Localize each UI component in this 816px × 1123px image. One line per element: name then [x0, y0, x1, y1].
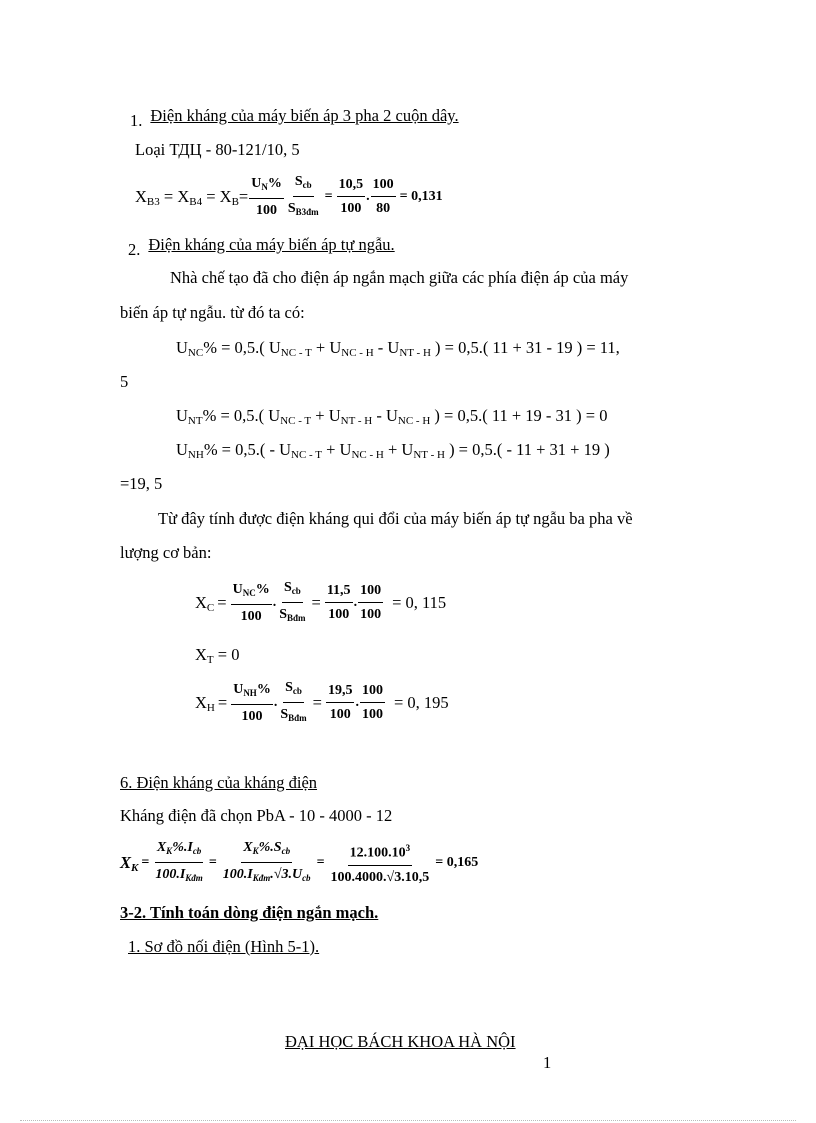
paragraph-line: lượng cơ bản:	[120, 543, 212, 562]
xb-result: = 0,131	[399, 189, 443, 204]
section6-heading: 6. Điện kháng của kháng điện	[120, 773, 318, 792]
section1-number: 1.	[130, 111, 143, 130]
page-edge-divider	[20, 1120, 796, 1121]
unc-continuation: 5	[120, 372, 129, 391]
xb-lhs: $X_{B3} = X_{B4} = X_B=$	[135, 186, 249, 208]
xh-result: = 0, 195	[393, 693, 449, 712]
xk-frac-1: $\frac{X_K\%.I_{cb}}{100.I_{Kđm}}$	[155, 840, 203, 883]
xc-frac-num1: $\frac{11,5}{100}$	[326, 583, 351, 622]
paragraph-line: Nhà chế tạo đã cho điện áp ngắn mạch giữa các phía điện áp của máy	[170, 268, 629, 287]
footer-school: ĐẠI HỌC BÁCH KHOA HÀ NỘI	[285, 1032, 516, 1051]
xk-frac-3: $\frac{12.100.10^3}{100.4000.√3.10,5}$	[329, 838, 432, 888]
xh-frac-un: $\frac{U_{NH}\%}{100}$	[233, 681, 271, 724]
xb-frac-num2: $\frac{100}{80}$	[372, 177, 394, 216]
xc-equation: $X_C$ = $\frac{U_{NC}\%}{100}$ . $\frac{S_{cb}}{S_{Bđm}}$ = $\frac{11,5}{100}$ . $\frac{100}{100}$ = 0, 115	[195, 578, 449, 628]
unh-equation: $U_{NH}\% = 0,5.( - U_{NC - T} + U_{NC - H} + U_{NT - H}$ ) = 0,5.( - 11 + 31 + 19 )	[176, 440, 610, 461]
xh-equation: $X_H$ = $\frac{U_{NH}\%}{100}$ . $\frac{S_{cb}}{S_{Bđm}}$ = $\frac{19,5}{100}$ . $\frac{100}{100}$ = 0, 195	[195, 678, 452, 728]
unt-equation: $U_{NT}\% = 0,5$.( $U_{NC - T} + U_{NT - H} - U_{NC - H}$ ) = 0,5.( 11 + 19 - 31 ) = 0	[176, 406, 608, 427]
xt-equation: $X_T = 0$	[195, 645, 240, 666]
xc-result: = 0, 115	[392, 593, 447, 612]
unc-equation: $U_{NC}\% = 0,5$.( $U_{NC - T} + U_{NC - H} - U_{NT - H}$ ) = 0,5.( 11 + 31 - 19 ) = 11,	[176, 338, 620, 359]
xb-frac-num1: $\frac{10,5}{100}$	[338, 177, 364, 216]
xk-equation: $X_K$ = $\frac{X_K\%.I_{cb}}{100.I_{Kđm}}$ = $\frac{X_K\%.S_{cb}}{100.I_{Kđm}.√3.U_{cb}}$ = $\frac{12.100.10^3}{100.4000.√3.10,5}$ = 0,165	[120, 838, 481, 888]
xb-frac-s: $\frac{S_{cb}}{S_{B3đm}}$	[287, 174, 319, 217]
paragraph-line: Từ đây tính được điện kháng qui đổi của máy biến áp tự ngẫu ba pha về	[158, 509, 633, 528]
section32-sub: 1. Sơ đồ nối điện (Hình 5-1).	[128, 937, 320, 956]
xc-frac-num2: $\frac{100}{100}$	[360, 583, 382, 622]
section2-heading	[128, 235, 395, 259]
xb-equation: $X_{B3} = X_{B4} = X_B=$ $\frac{U_N\%}{100}$ $\frac{S_{cb}}{S_{B3đm}}$ = $\frac{10,5}{100}$ . $\frac{100}{80}$ = 0,131	[135, 172, 446, 222]
section2-number: 2.	[128, 240, 141, 259]
xk-frac-2: $\frac{X_K\%.S_{cb}}{100.I_{Kđm}.√3.U_{cb}}$	[222, 840, 311, 883]
unh-continuation: =19, 5	[120, 474, 163, 493]
xh-frac-s: $\frac{S_{cb}}{S_{Bđm}}$	[280, 680, 307, 723]
xc-frac-s: $\frac{S_{cb}}{S_{Bđm}}$	[279, 580, 306, 623]
xc-frac-un: $\frac{U_{NC}\%}{100}$	[232, 581, 270, 624]
xh-frac-num1: $\frac{19,5}{100}$	[327, 683, 353, 722]
xk-result: = 0,165	[435, 855, 479, 870]
paragraph-line: biến áp tự ngẫu. từ đó ta có:	[120, 303, 305, 322]
xh-frac-num2: $\frac{100}{100}$	[361, 683, 383, 722]
page-number: 1	[543, 1053, 552, 1072]
section32-heading: 3-2. Tính toán dòng điện ngắn mạch.	[120, 903, 379, 922]
section1-title: Điện kháng của máy biến áp 3 pha 2 cuộn dây.	[150, 106, 459, 125]
section1-heading	[130, 106, 459, 130]
section2-title: Điện kháng của máy biến áp tự ngẫu.	[148, 235, 395, 254]
reactor-selection: Kháng điện đã chọn PbA - 10 - 4000 - 12	[120, 806, 393, 825]
transformer-type: Loại ТДЦ - 80-121/10, 5	[135, 140, 300, 159]
xb-frac-un: $\frac{U_N\%}{100}$	[251, 175, 282, 218]
